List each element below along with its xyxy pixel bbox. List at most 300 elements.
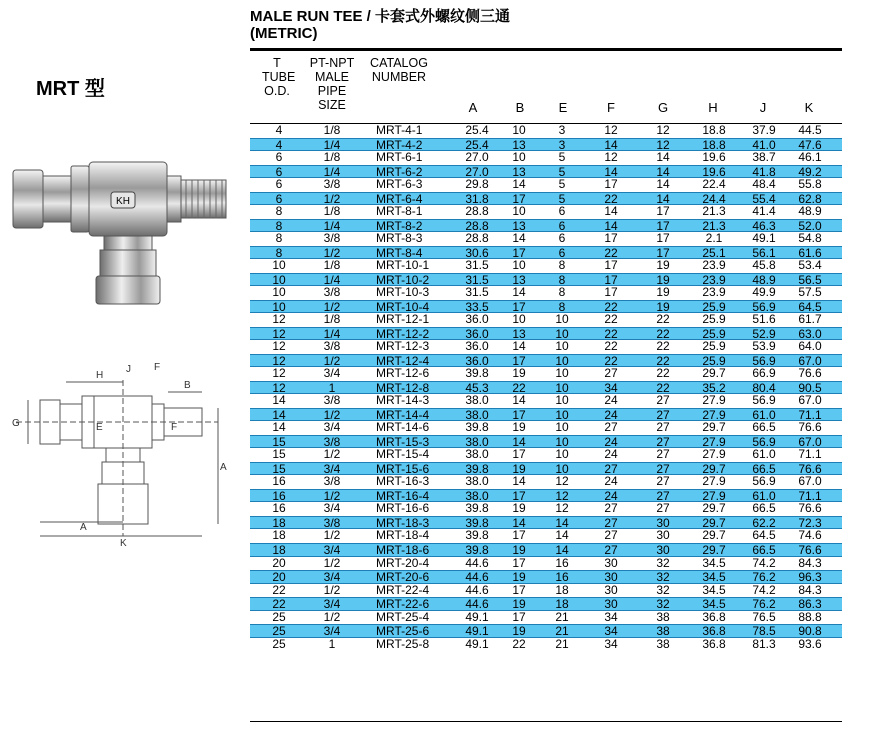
table-cell: 3 — [558, 123, 566, 137]
table-cell: 3/8 — [323, 231, 341, 246]
table-cell: 3/8 — [323, 393, 341, 408]
table-cell: 44.6 — [465, 570, 489, 585]
table-cell: 13 — [512, 137, 526, 152]
table-cell: 66.5 — [752, 461, 776, 476]
table-cell: 34 — [604, 636, 618, 651]
table-cell: 54.8 — [798, 231, 822, 246]
table-cell: 19 — [656, 272, 670, 287]
table-cell: MRT-18-6 — [376, 542, 430, 557]
table-cell: 17 — [604, 272, 618, 287]
table-cell: 3/4 — [323, 366, 341, 381]
table-cell: 29.7 — [702, 420, 726, 435]
table-row — [250, 408, 842, 422]
table-cell: 22 — [272, 582, 286, 597]
table-cell: 4 — [275, 123, 283, 137]
table-cell: 76.6 — [798, 366, 822, 381]
table-cell: 61.7 — [798, 312, 822, 327]
table-cell: 1/2 — [323, 528, 341, 543]
table-cell: 14 — [512, 339, 526, 354]
table-cell: 22 — [604, 353, 618, 368]
table-cell: 34 — [604, 380, 618, 395]
table-cell: 5 — [558, 164, 566, 179]
table-cell: 19 — [512, 570, 526, 585]
table-cell: 56.9 — [752, 353, 776, 368]
table-cell: 76.5 — [752, 609, 776, 624]
table-cell: 32 — [656, 597, 670, 612]
table-cell: 10 — [272, 285, 286, 300]
table-cell: MRT-25-4 — [376, 609, 430, 624]
table-cell: 19.6 — [702, 150, 726, 165]
table-cell: 71.1 — [798, 407, 822, 422]
table-cell: 41.8 — [752, 164, 776, 179]
table-cell: 22 — [512, 380, 526, 395]
table-cell: 24 — [604, 488, 618, 503]
table-cell: 4 — [275, 137, 283, 152]
table-cell: 51.6 — [752, 312, 776, 327]
table-cell: 27 — [656, 488, 670, 503]
table-row — [250, 367, 842, 381]
table-cell: 16 — [272, 501, 286, 516]
table-cell: 44.6 — [465, 597, 489, 612]
table-cell: 3/4 — [323, 570, 341, 585]
table-cell: 25.4 — [465, 137, 489, 152]
model-label: MRT 型 — [36, 78, 105, 100]
header-h: H — [708, 100, 718, 115]
table-cell: 15 — [272, 434, 286, 449]
table-cell: 55.8 — [798, 177, 822, 192]
table-cell: 27 — [604, 461, 618, 476]
table-cell: 36.0 — [465, 326, 489, 341]
table-row — [250, 448, 842, 462]
table-cell: 27.9 — [702, 434, 726, 449]
table-cell: 27.9 — [702, 393, 726, 408]
table-cell: 28.8 — [465, 218, 489, 233]
table-cell: 22 — [656, 326, 670, 341]
table-row — [250, 286, 842, 300]
table-cell: 17 — [512, 191, 526, 206]
table-cell: 52.9 — [752, 326, 776, 341]
table-cell: 6 — [275, 164, 283, 179]
table-cell: 1 — [328, 380, 336, 395]
table-cell: 44.6 — [465, 555, 489, 570]
table-cell: 30 — [656, 528, 670, 543]
table-cell: 29.7 — [702, 528, 726, 543]
table-row — [250, 205, 842, 219]
label-h: H — [96, 370, 104, 381]
table-cell: 10 — [555, 312, 569, 327]
table-cell: 17 — [512, 609, 526, 624]
table-cell: MRT-15-3 — [376, 434, 430, 449]
table-cell: 6 — [275, 177, 283, 192]
table-cell: 1/8 — [323, 150, 341, 165]
table-cell: 35.2 — [702, 380, 726, 395]
table-cell: 3 — [558, 137, 566, 152]
table-cell: 19 — [512, 624, 526, 639]
table-cell: 22 — [604, 299, 618, 314]
table-cell: 39.8 — [465, 528, 489, 543]
table-cell: 34.5 — [702, 570, 726, 585]
table-row — [250, 543, 842, 557]
table-row — [250, 584, 842, 598]
table-cell: 14 — [512, 285, 526, 300]
table-cell: 1/8 — [323, 123, 341, 137]
table-cell: 18 — [555, 597, 569, 612]
table-cell: MRT-10-2 — [376, 272, 430, 287]
table-cell: 48.9 — [752, 272, 776, 287]
table-cell: 19 — [656, 285, 670, 300]
table-cell: 56.9 — [752, 299, 776, 314]
table-cell: 29.7 — [702, 542, 726, 557]
table-cell: 12 — [272, 366, 286, 381]
table-cell: 10 — [272, 299, 286, 314]
table-cell: MRT-15-6 — [376, 461, 430, 476]
table-cell: 32 — [656, 582, 670, 597]
table-cell: 66.5 — [752, 501, 776, 516]
table-cell: 13 — [512, 326, 526, 341]
page-title — [250, 8, 510, 42]
table-cell: 16 — [272, 488, 286, 503]
table-cell: 22 — [656, 312, 670, 327]
table-cell: 23.9 — [702, 258, 726, 273]
table-cell: 1/4 — [323, 137, 341, 152]
table-cell: 32 — [656, 570, 670, 585]
table-cell: 10 — [555, 326, 569, 341]
table-cell: 39.8 — [465, 501, 489, 516]
table-cell: MRT-14-4 — [376, 407, 430, 422]
table-cell: 14 — [512, 177, 526, 192]
table-row — [250, 624, 842, 638]
table-cell: 27 — [604, 420, 618, 435]
table-cell: 76.6 — [798, 420, 822, 435]
table-cell: 88.8 — [798, 609, 822, 624]
table-cell: 12 — [272, 380, 286, 395]
table-cell: 18 — [272, 515, 286, 530]
table-row — [250, 502, 842, 516]
table-cell: MRT-8-1 — [376, 204, 423, 219]
table-cell: 18.8 — [702, 123, 726, 137]
table-cell: 1/8 — [323, 204, 341, 219]
table-cell: 12 — [272, 353, 286, 368]
table-cell: 19 — [512, 501, 526, 516]
table-row — [250, 462, 842, 476]
table-cell: 46.1 — [798, 150, 822, 165]
table-cell: 6 — [275, 150, 283, 165]
table-cell: 36.0 — [465, 339, 489, 354]
table-cell: 27 — [656, 407, 670, 422]
table-cell: 76.6 — [798, 542, 822, 557]
table-cell: 38 — [656, 636, 670, 651]
table-cell: 14 — [512, 393, 526, 408]
table-cell: MRT-25-6 — [376, 624, 430, 639]
table-row — [250, 151, 842, 165]
table-cell: MRT-6-2 — [376, 164, 423, 179]
table-cell: 10 — [272, 272, 286, 287]
table-cell: 1/2 — [323, 555, 341, 570]
label-k: K — [120, 538, 127, 549]
table-cell: 22 — [656, 339, 670, 354]
table-row — [250, 192, 842, 206]
table-cell: MRT-12-2 — [376, 326, 430, 341]
table-cell: 14 — [512, 231, 526, 246]
table-cell: 29.7 — [702, 366, 726, 381]
table-cell: MRT-12-3 — [376, 339, 430, 354]
table-cell: 19 — [512, 597, 526, 612]
table-cell: 14 — [512, 474, 526, 489]
table-row — [250, 219, 842, 233]
table-row — [250, 489, 842, 503]
table-cell: MRT-8-3 — [376, 231, 423, 246]
table-cell: 29.7 — [702, 461, 726, 476]
table-cell: 27 — [656, 434, 670, 449]
table-cell: 1/2 — [323, 407, 341, 422]
table-cell: 30 — [604, 555, 618, 570]
table-cell: 25.9 — [702, 299, 726, 314]
table-cell: 12 — [555, 488, 569, 503]
table-cell: 8 — [558, 299, 566, 314]
table-cell: 8 — [275, 245, 283, 260]
table-cell: MRT-14-6 — [376, 420, 430, 435]
table-cell: 1/2 — [323, 582, 341, 597]
table-cell: 39.8 — [465, 542, 489, 557]
table-row — [250, 394, 842, 408]
table-row — [250, 246, 842, 260]
table-cell: 30 — [604, 582, 618, 597]
label-a-bottom: A — [80, 522, 87, 533]
table-cell: 13 — [512, 272, 526, 287]
table-cell: 29.7 — [702, 501, 726, 516]
table-row — [250, 259, 842, 273]
table-cell: 17 — [512, 353, 526, 368]
table-cell: 32 — [656, 555, 670, 570]
header-b: B — [515, 100, 525, 115]
table-cell: 1/2 — [323, 609, 341, 624]
table-cell: MRT-15-4 — [376, 447, 430, 462]
table-cell: 49.1 — [752, 231, 776, 246]
header-pipe-size: PT-NPT MALE PIPE SIZE — [309, 56, 355, 112]
dimensions-table — [250, 123, 842, 651]
table-row — [250, 300, 842, 314]
table-cell: 25 — [272, 636, 286, 651]
table-cell: 18 — [272, 542, 286, 557]
table-cell: 34 — [604, 624, 618, 639]
photo-badge: KH — [116, 196, 130, 207]
table-cell: 41.0 — [752, 137, 776, 152]
table-cell: 62.2 — [752, 515, 776, 530]
table-cell: 12 — [656, 137, 670, 152]
table-cell: 24 — [604, 474, 618, 489]
table-cell: 10 — [512, 312, 526, 327]
table-cell: 12 — [604, 150, 618, 165]
table-cell: 38.0 — [465, 474, 489, 489]
dimension-drawing — [8, 360, 233, 550]
table-cell: MRT-12-6 — [376, 366, 430, 381]
table-cell: 56.1 — [752, 245, 776, 260]
table-cell: 61.0 — [752, 447, 776, 462]
table-cell: 10 — [512, 258, 526, 273]
table-cell: 3/4 — [323, 501, 341, 516]
table-cell: 48.4 — [752, 177, 776, 192]
table-cell: 23.9 — [702, 285, 726, 300]
table-cell: MRT-18-3 — [376, 515, 430, 530]
table-row — [250, 327, 842, 341]
table-cell: 27 — [656, 461, 670, 476]
table-cell: 3/8 — [323, 285, 341, 300]
table-cell: 17 — [604, 258, 618, 273]
table-cell: 14 — [555, 542, 569, 557]
table-cell: 1 — [328, 636, 336, 651]
table-cell: 13 — [512, 164, 526, 179]
table-cell: 31.5 — [465, 272, 489, 287]
table-cell: 56.5 — [798, 272, 822, 287]
table-cell: 10 — [555, 447, 569, 462]
table-cell: 14 — [555, 515, 569, 530]
table-cell: MRT-8-2 — [376, 218, 423, 233]
table-cell: 72.3 — [798, 515, 822, 530]
table-cell: 2.1 — [705, 231, 723, 246]
table-cell: 17 — [512, 299, 526, 314]
table-cell: 30 — [656, 542, 670, 557]
table-cell: 19 — [512, 461, 526, 476]
table-cell: 17 — [656, 218, 670, 233]
table-bottom-rule — [250, 721, 842, 722]
table-cell: 17 — [656, 245, 670, 260]
label-j: J — [126, 364, 131, 375]
table-cell: 21.3 — [702, 204, 726, 219]
table-cell: 90.5 — [798, 380, 822, 395]
table-cell: 76.2 — [752, 570, 776, 585]
table-cell: 3/4 — [323, 542, 341, 557]
table-cell: 10 — [512, 150, 526, 165]
table-cell: 22 — [656, 380, 670, 395]
table-cell: 10 — [272, 258, 286, 273]
table-cell: 18 — [272, 528, 286, 543]
table-cell: 46.3 — [752, 218, 776, 233]
table-cell: 17 — [512, 407, 526, 422]
table-cell: 17 — [512, 447, 526, 462]
label-a-side: A — [220, 462, 227, 473]
table-cell: 21.3 — [702, 218, 726, 233]
table-cell: 27 — [656, 501, 670, 516]
table-cell: 17 — [604, 231, 618, 246]
table-row — [250, 138, 842, 152]
table-cell: 67.0 — [798, 434, 822, 449]
table-cell: 44.6 — [465, 582, 489, 597]
table-cell: MRT-18-4 — [376, 528, 430, 543]
table-cell: 22 — [656, 353, 670, 368]
table-cell: 10 — [555, 339, 569, 354]
table-cell: 14 — [512, 515, 526, 530]
table-cell: 24 — [604, 434, 618, 449]
table-cell: 36.0 — [465, 312, 489, 327]
table-cell: 14 — [656, 177, 670, 192]
table-cell: 8 — [275, 231, 283, 246]
table-cell: 56.9 — [752, 474, 776, 489]
table-cell: 14 — [656, 191, 670, 206]
table-cell: 12 — [604, 123, 618, 137]
table-cell: 5 — [558, 177, 566, 192]
table-cell: 17 — [656, 204, 670, 219]
table-cell: MRT-10-1 — [376, 258, 430, 273]
table-cell: 38.0 — [465, 393, 489, 408]
table-cell: 25.1 — [702, 245, 726, 260]
table-cell: 27 — [656, 474, 670, 489]
table-cell: 14 — [555, 528, 569, 543]
table-cell: 52.0 — [798, 218, 822, 233]
table-cell: 93.6 — [798, 636, 822, 651]
table-cell: 53.9 — [752, 339, 776, 354]
table-cell: 19 — [512, 542, 526, 557]
table-cell: 12 — [272, 339, 286, 354]
table-cell: 15 — [272, 461, 286, 476]
table-cell: 86.3 — [798, 597, 822, 612]
table-cell: 3/8 — [323, 339, 341, 354]
table-cell: 22 — [604, 312, 618, 327]
label-b: B — [184, 380, 191, 391]
table-cell: 12 — [555, 474, 569, 489]
table-row — [250, 597, 842, 611]
table-cell: 37.9 — [752, 123, 776, 137]
table-row — [250, 354, 842, 368]
table-cell: 67.0 — [798, 353, 822, 368]
table-cell: 18 — [555, 582, 569, 597]
table-cell: 61.0 — [752, 407, 776, 422]
table-row — [250, 340, 842, 354]
table-cell: 22 — [604, 326, 618, 341]
table-cell: 66.9 — [752, 366, 776, 381]
table-cell: MRT-6-4 — [376, 191, 423, 206]
table-cell: 1/2 — [323, 353, 341, 368]
table-cell: 34.5 — [702, 597, 726, 612]
table-cell: 67.0 — [798, 474, 822, 489]
table-cell: 71.1 — [798, 447, 822, 462]
table-cell: MRT-12-1 — [376, 312, 430, 327]
table-cell: 22 — [604, 339, 618, 354]
table-cell: 10 — [555, 380, 569, 395]
table-cell: 12 — [555, 501, 569, 516]
table-cell: 84.3 — [798, 582, 822, 597]
table-row — [250, 475, 842, 489]
table-cell: 20 — [272, 570, 286, 585]
table-cell: 61.0 — [752, 488, 776, 503]
title-divider — [250, 48, 842, 51]
table-cell: MRT-4-1 — [376, 123, 423, 137]
table-cell: 30 — [656, 515, 670, 530]
table-cell: 56.9 — [752, 393, 776, 408]
header-catalog-number: CATALOG NUMBER — [370, 56, 428, 84]
table-cell: 34.5 — [702, 582, 726, 597]
table-cell: 22 — [604, 191, 618, 206]
table-cell: 49.1 — [465, 636, 489, 651]
table-row — [250, 435, 842, 449]
table-cell: 21 — [555, 636, 569, 651]
table-cell: 6 — [558, 218, 566, 233]
table-cell: 14 — [272, 407, 286, 422]
title-line-1: MALE RUN TEE / 卡套式外螺纹侧三通 — [250, 8, 511, 25]
table-cell: 3/4 — [323, 624, 341, 639]
table-cell: 27 — [604, 528, 618, 543]
table-cell: 76.6 — [798, 501, 822, 516]
table-cell: 14 — [604, 218, 618, 233]
table-cell: 12 — [656, 123, 670, 137]
table-cell: 22 — [656, 366, 670, 381]
header-g: G — [657, 100, 669, 115]
table-cell: 36.8 — [702, 624, 726, 639]
table-cell: 25.9 — [702, 312, 726, 327]
table-cell: 27.9 — [702, 488, 726, 503]
table-cell: 38.7 — [752, 150, 776, 165]
fitting-photo — [8, 140, 233, 310]
table-cell: 6 — [275, 191, 283, 206]
